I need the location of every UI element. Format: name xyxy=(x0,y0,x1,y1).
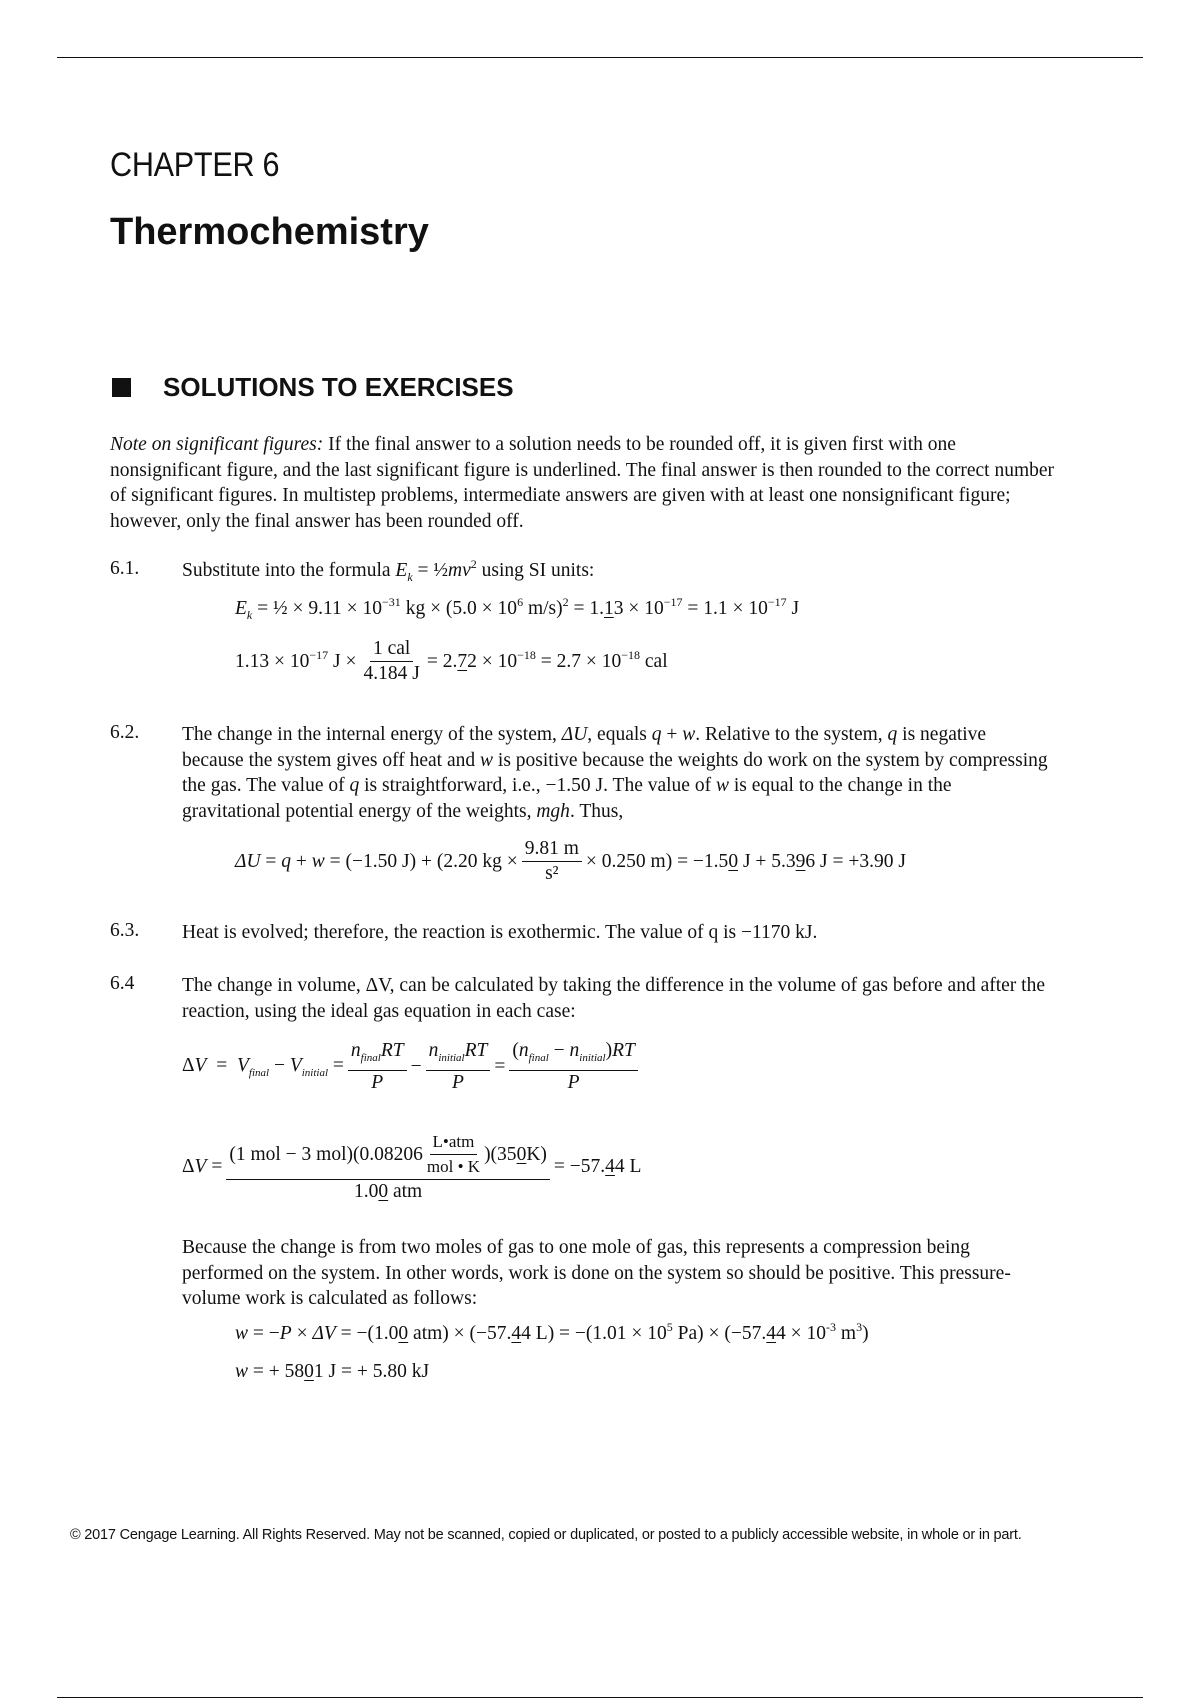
fraction-numerator: 1 cal xyxy=(370,638,413,662)
section-heading xyxy=(112,372,514,403)
note-lead: Note on significant figures: xyxy=(110,434,324,455)
denominator-p: P xyxy=(567,1072,580,1093)
gravity-fraction xyxy=(522,838,582,885)
copyright-footer: © 2017 Cengage Learning. All Rights Reserved. May not be scanned, copied or duplicated, or posted to a publicly accessible website, in whole or in part. xyxy=(70,1527,1022,1543)
fraction-denominator: s² xyxy=(545,863,559,884)
exercise-6-4-volume-equation: $\Delta V = V_{final} - V_{initial}$ = $\frac{n_{final}RT}{P}$ − $\frac{n_{initial}RT}{P}$ = $\frac{(n_{final} - n_{initial})RT}{P}$ xyxy=(182,1040,642,1094)
exercise-number-6-3: 6.3. xyxy=(110,920,140,941)
cal-conversion-fraction xyxy=(361,638,423,685)
exercise-number-6-2: 6.2. xyxy=(110,722,140,743)
significant-figures-note xyxy=(110,432,1060,534)
exercise-6-1-equation-2: $1.13 \times 10^{-17}$ J × $\frac{\text{1 cal}}{4.184 J}$ = $2.72 \times 10^{-18} = 2.7 \times 10^{-18}$ cal xyxy=(235,638,668,684)
exercise-6-2-equation: ΔU = q + w = (−1.50 J) + (2.20 kg × $\frac{9.81 m}{\text{s²}}$ × 0.250 m) = −1.50 J + 5.396 J = +3.90 J xyxy=(235,838,906,884)
exercise-6-4-work-equation-1: w = −P × ΔV = −(1.00 atm) × (−57.44 $L) = -(1.01 \times 10^5$ $Pa) \times (-57.44 \times 10^{-3}$ $m^3$) xyxy=(235,1320,869,1344)
top-rule xyxy=(57,57,1143,58)
fraction-numerator: 9.81 m xyxy=(522,838,582,862)
unit-numerator: L•atm xyxy=(430,1131,478,1155)
chapter-title: Thermochemistry xyxy=(110,211,429,253)
exercise-number-6-4: 6.4 xyxy=(110,973,135,994)
denominator-p: P xyxy=(371,1072,384,1093)
section-title: SOLUTIONS TO EXERCISES xyxy=(163,372,514,402)
exercise-number-6-1: 6.1. xyxy=(110,558,140,579)
exercise-6-3-text: Heat is evolved; therefore, the reaction is exothermic. The value of q is −1170 kJ. xyxy=(182,922,818,943)
exercise-6-4-intro: The change in volume, ΔV, can be calculated by taking the difference in the volume of gas before and after the reaction, using the ideal gas equation in each case: xyxy=(182,975,1045,1022)
exercise-6-1-intro-b: using SI units: xyxy=(476,560,595,581)
chapter-label: CHAPTER 6 xyxy=(110,146,280,184)
exercise-6-4-paragraph-2: Because the change is from two moles of gas to one mole of gas, this represents a compression being performed on the system. In other words, work is done on the system so should be positive. This pressure-volume work is calculated as follows: xyxy=(182,1237,1011,1309)
denominator-p: P xyxy=(452,1072,464,1093)
exercise-6-1-equation-1: $E_k$ = ½ × $9.11 \times 10^{-31}$ kg × ($5.0 \times 10^6$ $m/s)^2 = 1.13 \times 10^{-17} = 1.1 \times 10^{-17}$ J xyxy=(235,595,800,622)
note-body: If the final answer to a solution needs to be rounded off, it is given first with one nonsignificant figure, and the last significant figure is underlined. The final answer is then rounded to the correct number of significant figures. In multistep problems, intermediate answers are given with at least one nonsignificant figure; however, only the final answer has been rounded off. xyxy=(110,434,1055,532)
exercise-6-4-volume-calculation: ΔV = (1 mol − 3 mol)(0.08206 $\frac{\text{L•atm}}{\text{mol • K}}$ )(35 0 K) 1.00 atm = −57.44 L xyxy=(182,1132,642,1202)
exercise-6-1-intro-a: Substitute into the formula xyxy=(182,560,396,581)
square-bullet-icon xyxy=(112,378,131,397)
exercise-6-4-work-equation-2: w = + 5801 J = + 5.80 kJ xyxy=(235,1361,430,1382)
unit-denominator: mol • K xyxy=(426,1157,481,1176)
bottom-rule xyxy=(57,1697,1143,1698)
exercise-6-2-text: The change in the internal energy of the system, ΔU, equals q + w. Relative to the system, q is negative because the system gives off heat and w is positive because the weights do work on the system by compressing the gas. The value of q is straightforward, i.e., −1.50 J. The value of w is equal to the change in the gravitational potential energy of the weights, mgh. Thus, xyxy=(182,724,1048,822)
exercise-6-1-intro: Substitute into the formula $E_k$ = $\frac{1}{2}mv^2$ using SI units: xyxy=(182,557,595,584)
fraction-denominator: 4.184 J xyxy=(363,663,420,684)
